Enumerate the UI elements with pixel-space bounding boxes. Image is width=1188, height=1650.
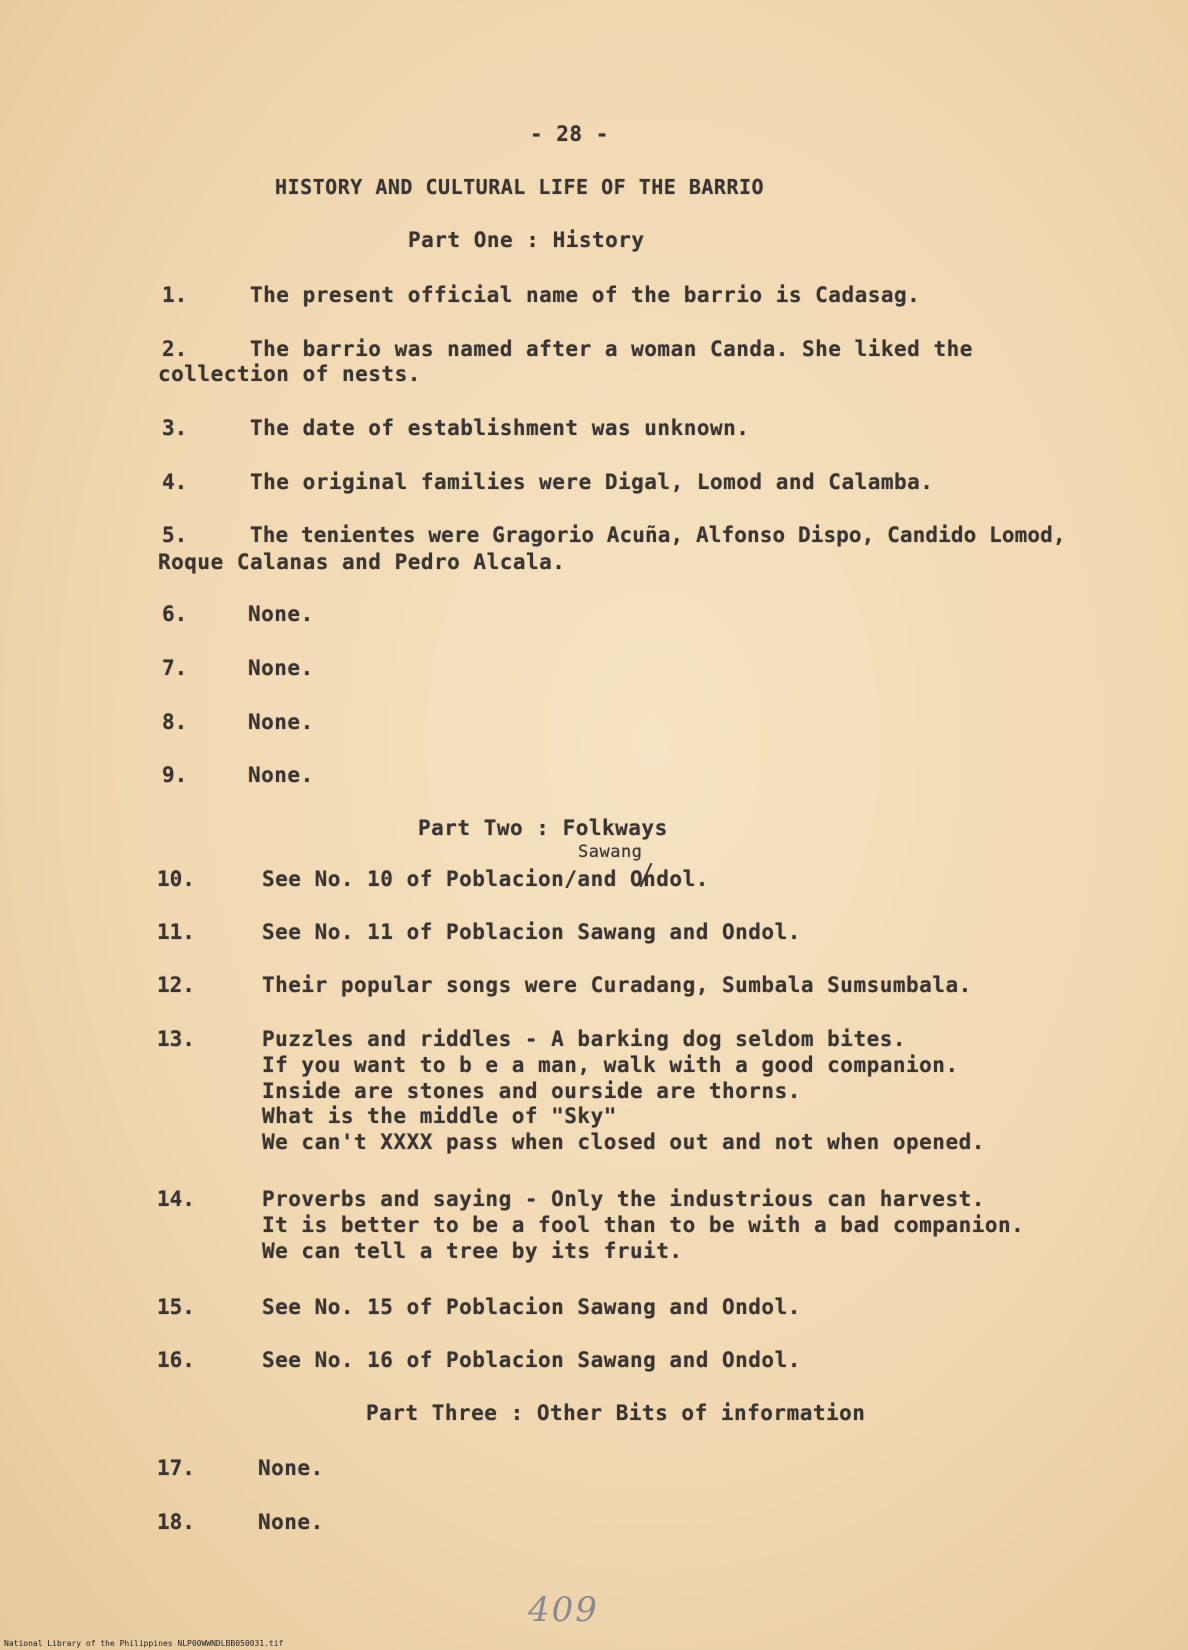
- item-text: None.: [258, 1456, 324, 1480]
- item-text: See No. 10 of Poblacion/and Ondol.: [262, 867, 709, 891]
- item-number: 10.: [157, 867, 195, 891]
- item-number: 18.: [157, 1510, 195, 1534]
- item-number: 6.: [162, 602, 188, 626]
- item-number: 4.: [162, 470, 188, 494]
- part-one-heading: Part One : History: [408, 228, 645, 252]
- item-number: 8.: [162, 710, 188, 734]
- item-text-line: If you want to b e a man, walk with a good companion.: [262, 1053, 959, 1077]
- item-text: Puzzles and riddles - A barking dog seldom bites.: [262, 1027, 907, 1051]
- item-number: 16.: [157, 1348, 195, 1372]
- item-text: None.: [248, 656, 314, 680]
- item-text: Their popular songs were Curadang, Sumbala Sumsumbala.: [262, 973, 972, 997]
- item-text: The present official name of the barrio is Cadasag.: [250, 283, 921, 307]
- part-two-heading: Part Two : Folkways: [418, 816, 668, 840]
- item-text-line: What is the middle of "Sky": [262, 1104, 617, 1128]
- item-text-line: We can't XXXX pass when closed out and not when opened.: [262, 1130, 985, 1154]
- item-text: Proverbs and saying - Only the industrious can harvest.: [262, 1187, 985, 1211]
- item-number: 12.: [157, 973, 195, 997]
- item-number: 1.: [162, 283, 188, 307]
- document-title: HISTORY AND CULTURAL LIFE OF THE BARRIO: [275, 175, 765, 199]
- item-number: 15.: [157, 1295, 195, 1319]
- item-text: See No. 16 of Poblacion Sawang and Ondol.: [262, 1348, 801, 1372]
- item-text-line: Inside are stones and ourside are thorns.: [262, 1079, 801, 1103]
- item-number: 7.: [162, 656, 188, 680]
- handwritten-page-number: 409: [528, 1590, 599, 1630]
- item-text: The barrio was named after a woman Canda. She liked the: [250, 337, 973, 361]
- item-number: 13.: [157, 1027, 195, 1051]
- item-text: None.: [248, 763, 314, 787]
- part-three-heading: Part Three : Other Bits of information: [366, 1401, 866, 1425]
- item-text: See No. 11 of Poblacion Sawang and Ondol.: [262, 920, 801, 944]
- item-text-continued: collection of nests.: [158, 362, 421, 386]
- page-number: - 28 -: [530, 122, 609, 146]
- item-number: 5.: [162, 523, 188, 547]
- item-text: The date of establishment was unknown.: [250, 416, 750, 440]
- item-number: 14.: [157, 1187, 195, 1211]
- scan-footer: National Library of the Philippines NLP00WWNDLBB050031.tif: [4, 1639, 284, 1648]
- item-text: None.: [258, 1510, 324, 1534]
- item-number: 11.: [157, 920, 195, 944]
- item-text-line: We can tell a tree by its fruit.: [262, 1239, 683, 1263]
- item-text: See No. 15 of Poblacion Sawang and Ondol.: [262, 1295, 801, 1319]
- item-text: None.: [248, 602, 314, 626]
- item-text-line: It is better to be a fool than to be with a bad companion.: [262, 1213, 1025, 1237]
- item-text: The tenientes were Gragorio Acuña, Alfonso Dispo, Candido Lomod,: [250, 523, 1066, 547]
- item-number: 9.: [162, 763, 188, 787]
- item-text: The original families were Digal, Lomod and Calamba.: [250, 470, 934, 494]
- item-number: 3.: [162, 416, 188, 440]
- item-number: 17.: [157, 1456, 195, 1480]
- handwritten-insert: Sawang: [578, 842, 643, 862]
- item-text-continued: Roque Calanas and Pedro Alcala.: [158, 550, 566, 574]
- item-number: 2.: [162, 337, 188, 361]
- item-text: None.: [248, 710, 314, 734]
